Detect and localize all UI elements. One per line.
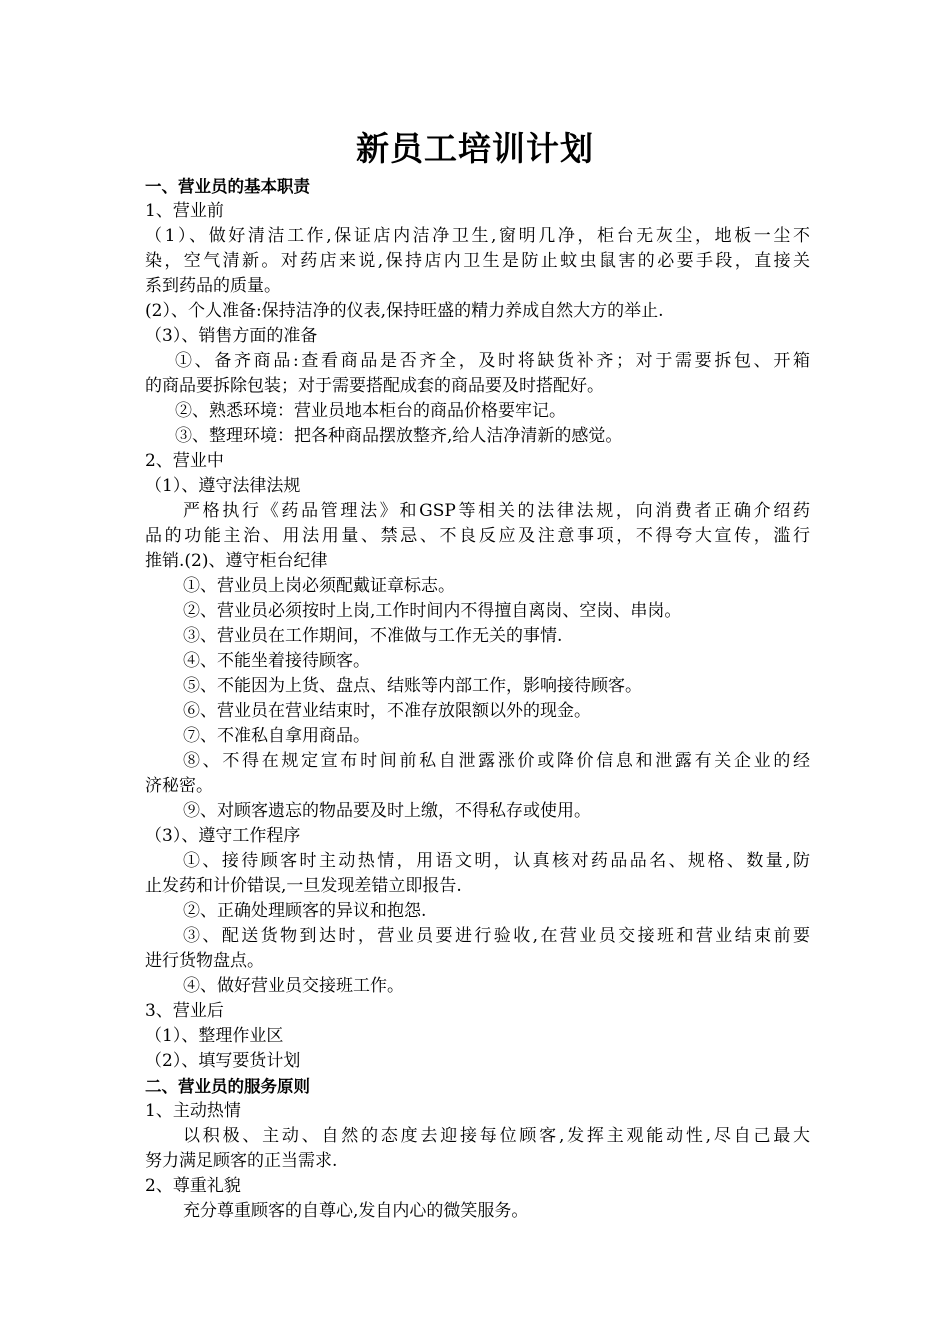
text-line: 以积极、主动、自然的态度去迎接每位顾客,发挥主观能动性,尽自己最大 [183, 1126, 810, 1146]
text-line: 止发药和计价错误,一旦发现差错立即报告. [145, 876, 462, 896]
text-line: 2、营业中 [145, 451, 224, 471]
text-line: ③、营业员在工作期间，不准做与工作无关的事情. [183, 626, 563, 646]
text-line: 染，空气清新。对药店来说,保持店内卫生是防止蚊虫鼠害的必要手段，直接关 [145, 251, 810, 271]
section-heading: 二、营业员的服务原则 [145, 1077, 310, 1096]
text-line: ②、正确处理顾客的异议和抱怨. [183, 901, 427, 921]
text-line: （1）、遵守法律法规 [145, 476, 301, 496]
text-line: ⑥、营业员在营业结束时，不准存放限额以外的现金。 [183, 701, 591, 721]
section-heading: 一、营业员的基本职责 [145, 177, 310, 196]
text-line: （2）、填写要货计划 [145, 1051, 301, 1071]
text-line: ⑨、对顾客遗忘的物品要及时上缴，不得私存或使用。 [183, 801, 591, 821]
text-line: (2）、个人准备:保持洁净的仪表,保持旺盛的精力养成自然大方的举止. [145, 301, 664, 321]
text-line: 品的功能主治、用法用量、禁忌、不良反应及注意事项，不得夸大宣传，滥行 [145, 526, 810, 546]
text-line: ⑦、不准私自拿用商品。 [183, 726, 370, 746]
text-line: ②、营业员必须按时上岗,工作时间内不得擅自离岗、空岗、串岗。 [183, 601, 682, 621]
text-line: 充分尊重顾客的自尊心,发自内心的微笑服务。 [183, 1201, 529, 1221]
text-line: ⑤、不能因为上货、盘点、结账等内部工作，影响接待顾客。 [183, 676, 642, 696]
text-line: （1）、整理作业区 [145, 1026, 284, 1046]
text-line: ④、做好营业员交接班工作。 [183, 976, 404, 996]
document-title: 新员工培训计划 [356, 129, 594, 168]
text-line: ②、熟悉环境：营业员地本柜台的商品价格要牢记。 [175, 401, 566, 421]
text-line: ③、配送货物到达时，营业员要进行验收,在营业员交接班和营业结束前要 [183, 926, 810, 946]
text-line: ③、整理环境：把各种商品摆放整齐,给人洁净清新的感觉。 [175, 426, 623, 446]
text-line: 1、营业前 [145, 201, 224, 221]
text-line: 2、尊重礼貌 [145, 1176, 241, 1196]
text-line: 的商品要拆除包装；对于需要搭配成套的商品要及时搭配好。 [145, 376, 604, 396]
text-line: 进行货物盘点。 [145, 951, 264, 971]
text-line: （3）、销售方面的准备 [145, 326, 318, 346]
text-line: ①、备齐商品:查看商品是否齐全，及时将缺货补齐；对于需要拆包、开箱 [175, 351, 810, 371]
text-line: ④、不能坐着接待顾客。 [183, 651, 370, 671]
document-body [145, 174, 810, 1224]
text-line: 推销.(2)、遵守柜台纪律 [145, 551, 328, 571]
text-line: 3、营业后 [145, 1001, 224, 1021]
text-line: ①、营业员上岗必须配戴证章标志。 [183, 576, 455, 596]
text-line: ①、接待顾客时主动热情，用语文明，认真核对药品品名、规格、数量,防 [183, 851, 810, 871]
text-line: （1）、做好清洁工作,保证店内洁净卫生,窗明几净，柜台无灰尘，地板一尘不 [145, 226, 810, 246]
text-line: 系到药品的质量。 [145, 276, 281, 296]
text-line: ⑧、不得在规定宣布时间前私自泄露涨价或降价信息和泄露有关企业的经 [183, 751, 810, 771]
text-line: 济秘密。 [145, 776, 213, 796]
text-line: 努力满足顾客的正当需求. [145, 1151, 338, 1171]
text-line: （3）、遵守工作程序 [145, 826, 301, 846]
text-line: 严格执行《药品管理法》和GSP等相关的法律法规，向消费者正确介绍药 [183, 501, 810, 521]
text-line: 1、主动热情 [145, 1101, 241, 1121]
